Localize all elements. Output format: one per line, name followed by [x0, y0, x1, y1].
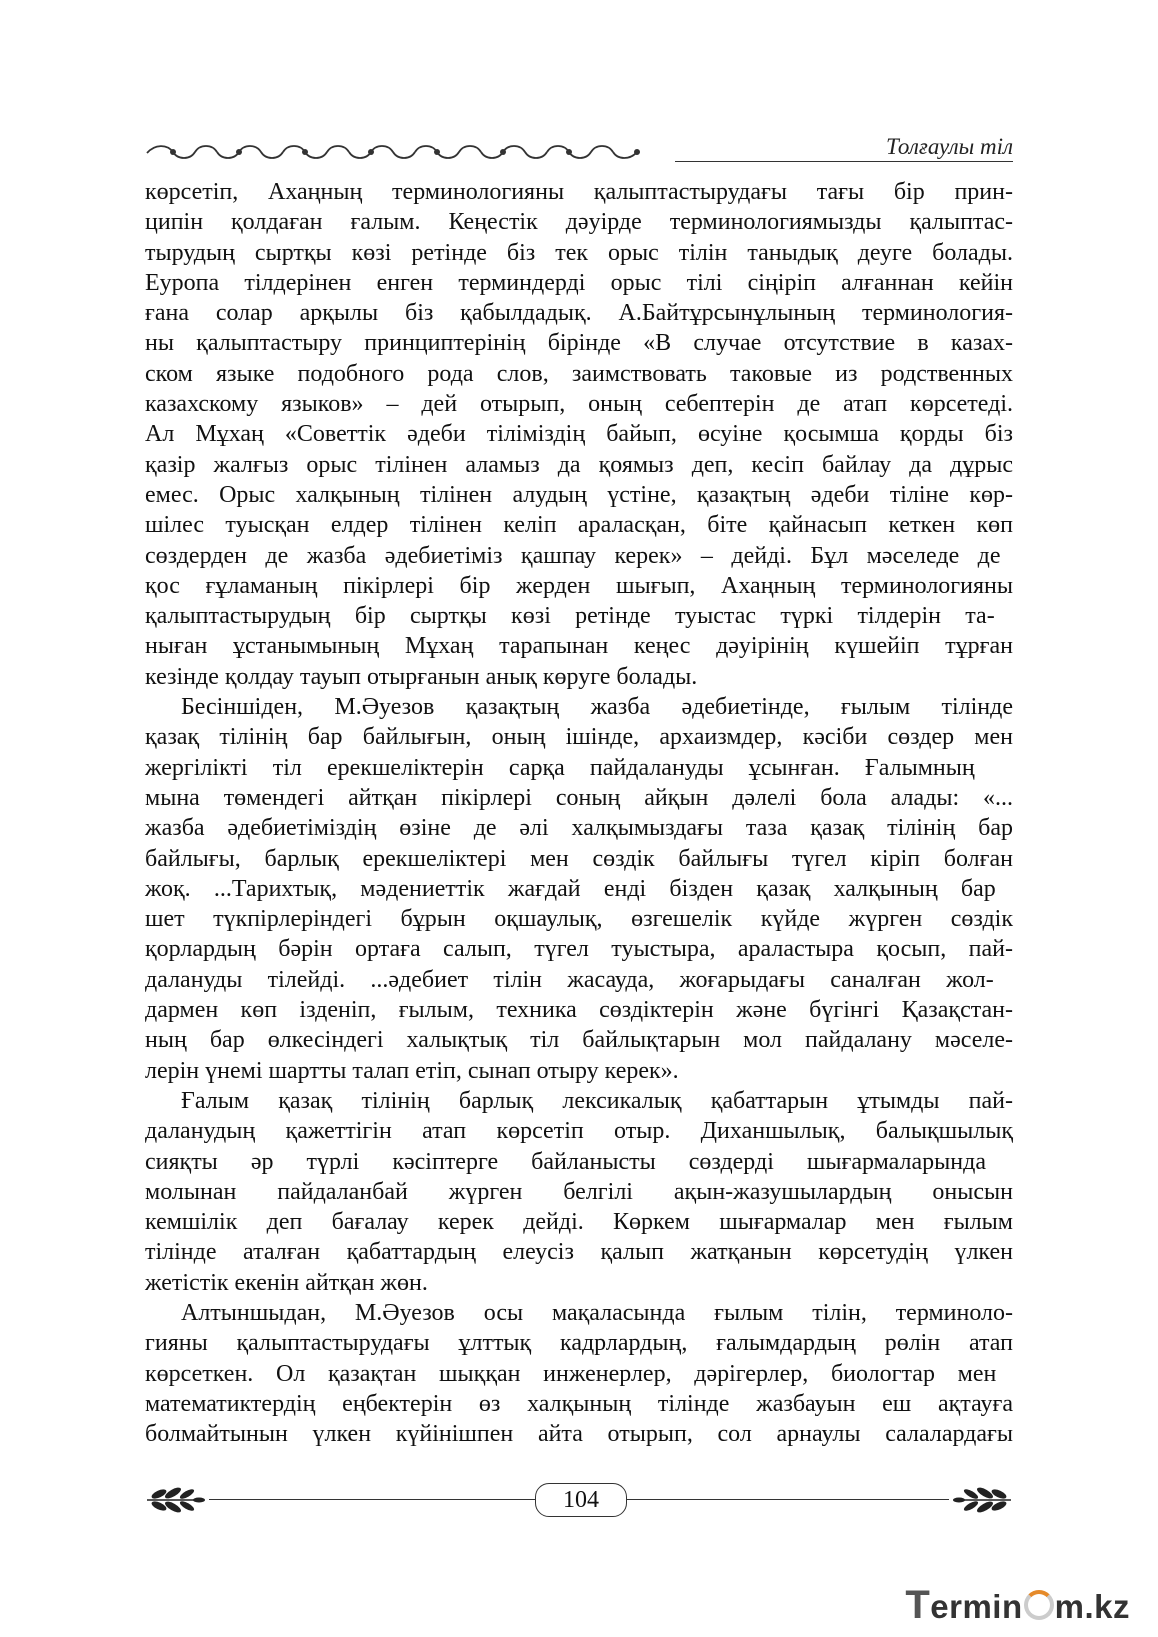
text-line: жоқ. ...Тарихтық, мәдениеттік жағдай енді бізден қазақ халқының бар	[145, 875, 996, 902]
text-line: байлығы, барлық ерекшеліктері мен сөздік байлығы түгел кіріп болған	[145, 845, 1013, 872]
text-line: шет түкпірлеріндегі бұрын оқшаулық, өзгешелік күйде жүрген сөздік	[145, 906, 1013, 933]
running-title: Толғаулы тіл	[885, 134, 1013, 159]
text-line: көрсеткен. Ол қазақтан шыққан инженерлер, дәрігерлер, биологтар мен	[145, 1360, 997, 1387]
paragraph-first-line: Бесіншіден, М.Әуезов қазақтың жазба әдебиетінде, ғылым тілінде	[181, 694, 1013, 721]
footer-rule-left	[209, 1499, 535, 1500]
footer-rule-right	[627, 1499, 949, 1500]
text-line: қазақ тілінің бар байлығын, оның ішінде, архаизмдер, кәсіби сөздер мен	[145, 724, 1013, 751]
text-line: көрсетіп, Ахаңның терминологияны қалыптастырудағы тағы бір прин-	[145, 179, 1013, 205]
text-line: жазба әдебиетіміздің өзіне де әлі халқымыздағы таза қазақ тілінің бар	[145, 815, 1013, 842]
ornament-border-icon	[145, 142, 645, 164]
text-line: гияны қалыптастырудағы ұлттық кадрлардың, ғалымдардың рөлін атап	[145, 1330, 1013, 1357]
leaf-ornament-right-icon	[951, 1485, 1013, 1515]
text-line: емес. Орыс халқының тілінен алудың үстіне, қазақтың әдеби тіліне көр-	[145, 481, 1013, 508]
text-line: математиктердің еңбектерін өз халқының тілінде жазбауын еш ақтауға	[145, 1390, 1013, 1417]
text-line: жетістік екенін айтқан жөн.	[145, 1269, 428, 1296]
text-line: болмайтынын үлкен күйінішпен айта отырып, сол арнаулы салалардағы	[145, 1421, 1013, 1448]
text-line: Ал Мұхаң «Советтік әдеби тіліміздің байып, өсуіне қосымша қорды біз	[145, 421, 1013, 448]
text-line: кезінде қолдау тауып отырғанын анық көруге болады.	[145, 663, 698, 690]
page-header	[145, 128, 1013, 168]
body-text	[145, 177, 1013, 1449]
paragraph-first-line: Алтыншыдан, М.Әуезов осы мақаласында ғылым тілін, терминоло-	[181, 1299, 1013, 1326]
text-line: қазір жалғыз орыс тілінен аламыз да қоямыз деп, кесіп байлау да дұрыс	[145, 451, 1013, 478]
text-line: лерін үнемі шартты талап етіп, сынап отыру керек».	[145, 1057, 679, 1084]
text-line: тілінде аталған қабаттардың елеусіз қалып жатқанын көрсетудің үлкен	[145, 1239, 1013, 1266]
text-line: ны қалыптастыру принциптерінің бірінде «В случае отсутствие в казах-	[145, 330, 1013, 357]
paragraph-first-line: Ғалым қазақ тілінің барлық лексикалық қабаттарын ұтымды пай-	[181, 1087, 1013, 1114]
text-line: сияқты әр түрлі кәсіптерге байланысты сөздерді шығармаларында	[145, 1148, 986, 1175]
text-line: кемшілік деп бағалау керек дейді. Көркем шығармалар мен ғылым	[145, 1209, 1013, 1236]
text-line: молынан пайдаланбай жүрген белгілі ақын-жазушылардың онысын	[145, 1178, 1013, 1205]
text-line: ском языке подобного рода слов, заимствовать таковые из родственных	[145, 360, 1013, 387]
text-line: ныған ұстанымының Мұхаң тарапынан кеңес дәуірінің күшейіп тұрған	[145, 633, 1013, 660]
leaf-ornament-left-icon	[145, 1485, 207, 1515]
text-line: мына төмендегі айтқан пікірлері соның айқын дәлелі бола алады: «...	[145, 784, 1013, 811]
text-line: ның бар өлкесіндегі халықтық тіл байлықтарын мол пайдалану мәселе-	[145, 1027, 1013, 1054]
text-line: казахскому языков» – дей отырып, оның себептерін де атап көрсетеді.	[145, 391, 1013, 418]
text-line: Еуропа тілдерінен енген терминдерді орыс тілі сіңіріп алғаннан кейін	[145, 269, 1013, 296]
text-line: даланудың қажеттігін атап көрсетіп отыр. Диханшылық, балықшылық	[145, 1118, 1013, 1145]
text-line: қорлардың бәрін ортаға салып, түгел туыстыра, араластыра қосып, пай-	[145, 936, 1013, 963]
text-line: ғана солар арқылы біз қабылдадық. А.Байтұрсынұлының терминология-	[145, 300, 1013, 327]
text-line: тырудың сыртқы көзі ретінде біз тек орыс тілін таныдық деуге болады.	[145, 239, 1013, 266]
watermark-o-ring-icon	[1024, 1590, 1054, 1620]
text-line: далануды тілейді. ...әдебиет тілін жасауда, жоғарыдағы саналған жол-	[145, 966, 994, 993]
text-line: қос ғұламаның пікірлері бір жерден шығып, Ахаңның терминологияны	[145, 572, 1013, 599]
text-line: шілес туысқан елдер тілінен келіп араласқан, біте қайнасып кеткен көп	[145, 512, 1013, 539]
text-line: қалыптастырудың бір сыртқы көзі ретінде туыстас түркі тілдерін та-	[145, 603, 995, 630]
text-line: жергілікті тіл ерекшеліктерін сарқа пайдалануды ұсынған. Ғалымның	[145, 754, 975, 781]
header-rule	[675, 161, 1013, 162]
page-footer	[145, 1483, 1013, 1517]
text-line: ципін қолдаған ғалым. Кеңестік дәуірде терминологиямызды қалыптас-	[145, 209, 1013, 236]
termincom-watermark: Termin m.kz	[905, 1583, 1130, 1627]
text-line: сөздерден де жазба әдебиетіміз қашпау керек» – дейді. Бұл мәселеде де	[145, 542, 1001, 569]
text-line: дармен көп ізденіп, ғылым, техника сөздіктерін және бүгінгі Қазақстан-	[145, 997, 1013, 1024]
page-number: 104	[535, 1483, 627, 1517]
